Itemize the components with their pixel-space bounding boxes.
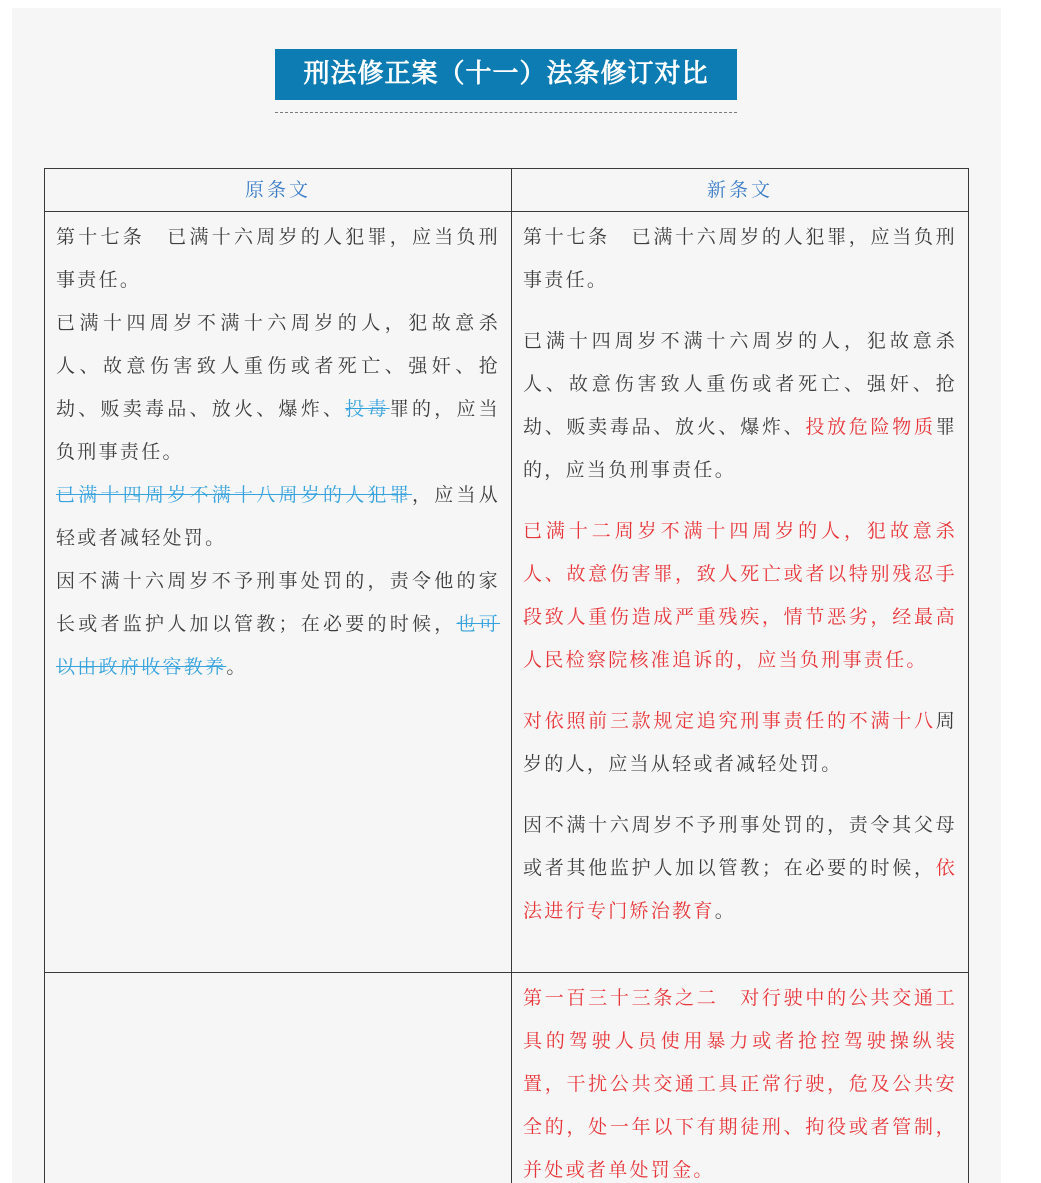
title-underline [275,49,737,113]
old-text: ，应当从轻或者减轻处罚。 [56,484,500,549]
table-row [45,212,969,973]
header-new-article: 新条文 [512,169,969,212]
comparison-table [44,168,969,1183]
added-text: 投放危险物质 [805,416,936,438]
table-row [45,973,969,1183]
new-text: 。 [714,900,737,922]
new-text: 第十七条 已满十六周岁的人犯罪，应当负刑事责任。 [523,226,957,291]
added-text: 对依照前三款规定追究刑事责任的不满十八 [523,710,936,732]
header-old-article: 原条文 [45,169,512,212]
new-article-133-2 [512,973,968,1183]
old-article-cell-empty [45,973,512,1183]
old-article-cell [45,212,512,973]
new-text: 已满十四周岁不满十六周岁的人，犯故意杀人、故意伤害致人重伤或者死亡、强奸、抢劫、贩卖毒品、放火、爆炸、 [523,330,957,438]
old-article-17 [45,212,511,689]
new-paragraph [523,977,957,1183]
old-text: 第十七条 已满十六周岁的人犯罪，应当负刑事责任。 [56,226,500,291]
new-paragraph [523,216,957,302]
new-text: 罪的，应当负刑事责任。 [523,416,957,481]
new-text: 因不满十六周岁不予刑事处罚的，责令其父母或者其他监护人加以管教；在必要的时候， [523,814,957,879]
old-text: 已满十四周岁不满十六周岁的人，犯故意杀人、故意伤害致人重伤或者死亡、强奸、抢劫、贩卖毒品、放火、爆炸、 [56,312,500,420]
old-text: 罪的，应当负刑事责任。 [56,398,500,463]
new-text: 周岁的人，应当从轻或者减轻处罚。 [523,710,957,775]
new-paragraph [523,804,957,933]
added-text: 第一百三十三条之二 对行驶中的公共交通工具的驾驶人员使用暴力或者抢控驾驶操纵装置，干扰公共交通工具正常行驶，危及公共安全的，处一年以下有期徒刑、拘役或者管制，并处或者单处罚金。 [523,987,957,1181]
new-paragraph [523,700,957,786]
deleted-text: 也可以由政府收容教养 [56,613,500,678]
new-paragraph [523,320,957,492]
added-text: 已满十二周岁不满十四周岁的人，犯故意杀人、故意伤害罪，致人死亡或者以特别残忍手段致人重伤造成严重残疾，情节恶劣，经最高人民检察院核准追诉的，应当负刑事责任。 [523,520,957,671]
old-text: 因不满十六周岁不予刑事处罚的，责令他的家长或者监护人加以管教；在必要的时候， [56,570,500,635]
content-panel [12,8,1001,1183]
old-paragraph [56,560,500,689]
new-article-cell [512,212,969,973]
old-paragraph [56,474,500,560]
old-text: 。 [226,656,248,678]
old-paragraph [56,302,500,474]
header-row [45,169,969,212]
new-article-cell [512,973,969,1183]
old-paragraph [56,216,500,302]
new-paragraph [523,510,957,682]
added-text: 依法进行专门矫治教育 [523,857,957,922]
page-title: 刑法修正案（十一）法条修订对比 [275,49,737,100]
new-article-17 [512,212,968,933]
deleted-text: 投毒 [345,398,390,420]
deleted-text: 已满十四周岁不满十八周岁的人犯罪 [56,484,412,506]
